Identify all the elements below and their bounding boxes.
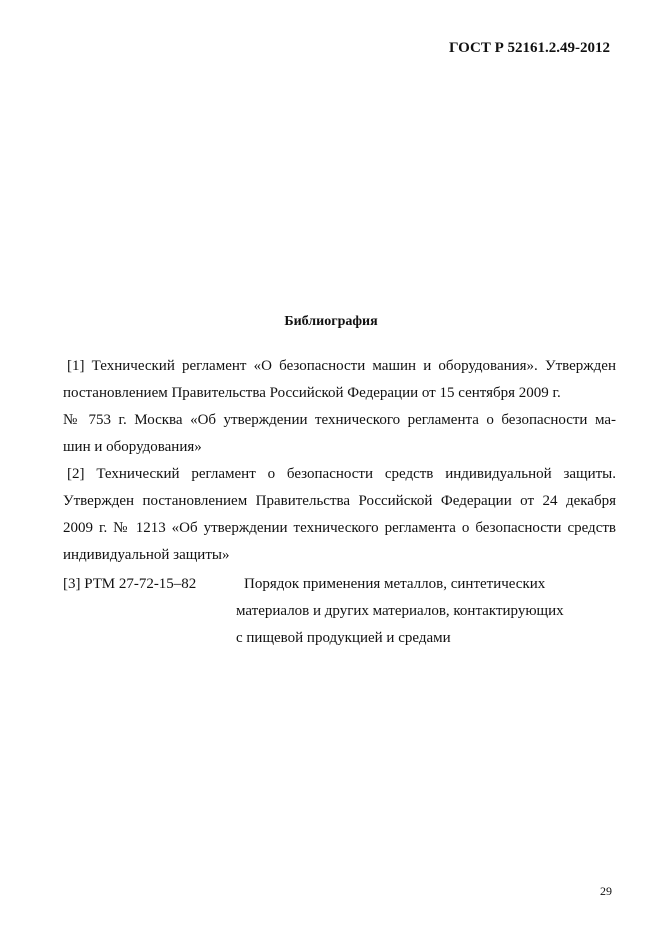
page-number: 29 — [600, 884, 612, 898]
entry-1-line-2: постановлением Правительства Российской Федерации от 15 сентября 2009 г. — [63, 385, 561, 401]
entry-2-line-3: 2009 г. № 1213 «Об утверждении технического регламента о безопасности средств — [63, 520, 616, 536]
entry-3-line-3: с пищевой продукцией и средами — [236, 630, 451, 646]
entry-1-line-1: [1] Технический регламент «О безопасности машин и оборудования». Утвержден — [67, 358, 616, 374]
entry-3-line-1: Порядок применения металлов, синтетических — [244, 576, 546, 592]
entry-2-line-4: индивидуальной защиты» — [63, 547, 230, 563]
bibliography-title: Библиография — [284, 314, 378, 329]
entry-3-code: [3] РТМ 27-72-15–82 — [63, 576, 197, 592]
standard-code: ГОСТ Р 52161.2.49-2012 — [448, 40, 610, 56]
entry-2-line-2: Утвержден постановлением Правительства Российской Федерации от 24 декабря — [63, 493, 616, 509]
entry-1-line-3: № 753 г. Москва «Об утверждении технического регламента о безопасности ма- — [63, 412, 616, 428]
entry-3-line-2: материалов и других материалов, контактирующих — [236, 603, 564, 619]
entry-2-line-1: [2] Технический регламент о безопасности средств индивидуальной защиты. — [67, 466, 616, 482]
entry-1-line-4: шин и оборудования» — [63, 439, 202, 455]
